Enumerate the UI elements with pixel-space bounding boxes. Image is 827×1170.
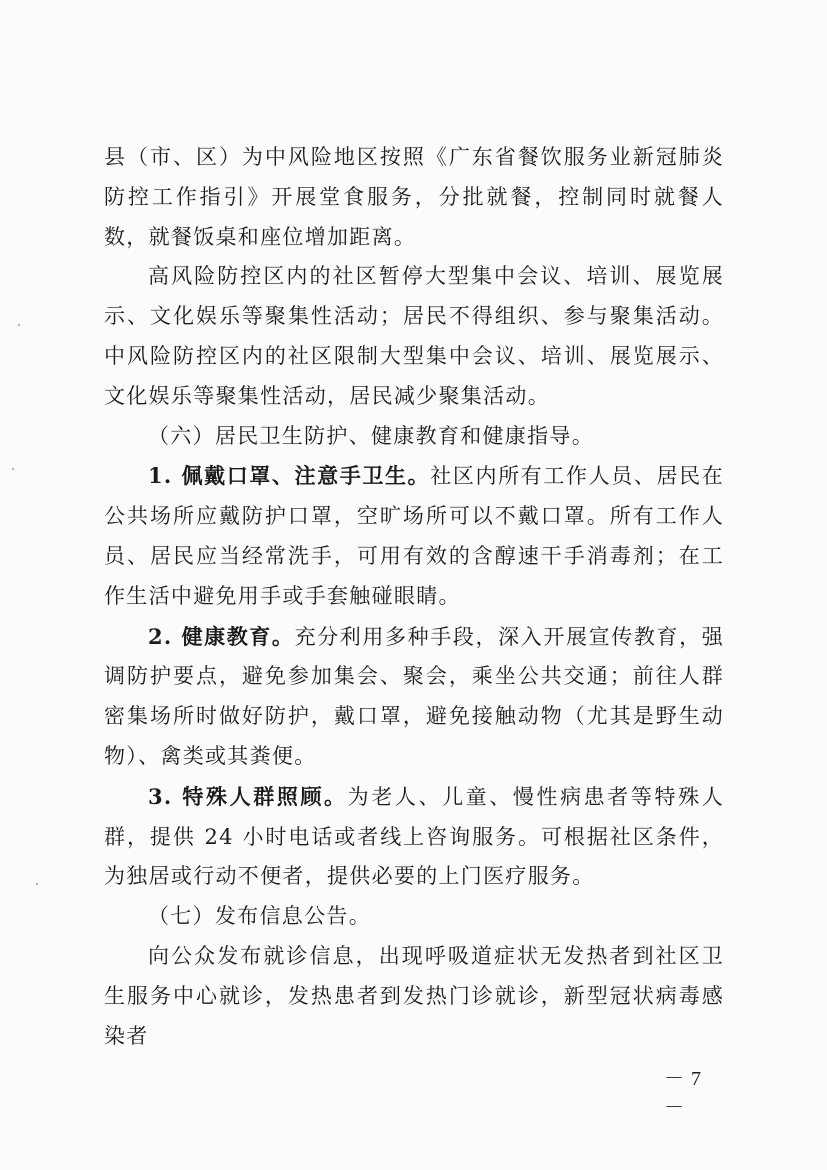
paragraph-publish-info [104,937,724,1056]
paragraph-bold-lead: 1. 佩戴口罩、注意手卫生。 [148,463,431,489]
paragraph-text: 充分利用多种手段，深入开展宣传教育，强调防护要点，避免参加集会、聚会，乘坐公共交通；前往人群密集场所时做好防护，戴口罩，避免接触动物（尤其是野生动物）、禽类或其粪便。 [104,624,725,768]
paragraph-text: 向公众发布就诊信息，出现呼吸道症状无发热者到社区卫生服务中心就诊，发热患者到发热门诊就诊，新型冠状病毒感染者 [104,943,724,1048]
paragraph-mask-hygiene [104,456,724,616]
paragraph-special-groups [104,777,724,897]
paragraph-text: （七）发布信息公告。 [148,904,371,929]
scan-speck [36,883,38,885]
section-heading-seven [104,897,724,937]
paragraph-bold-lead: 3. 特殊人群照顾。 [148,783,348,809]
scan-speck [12,468,14,470]
paragraph-text: 社区内所有工作人员、居民在公共场所应戴防护口罩，空旷场所可以不戴口罩。所有工作人员、居民应当经常洗手，可用有效的含醇速干手消毒剂；在工作生活中避免用手或手套触碰眼睛。 [104,464,724,608]
paragraph-text: 为老人、儿童、慢性病患者等特殊人群，提供 24 小时电话或者线上咨询服务。可根据社区条件，为独居或行动不便者，提供必要的上门医疗服务。 [104,784,724,889]
section-heading-six [104,417,724,457]
paragraph-text: 县（市、区）为中风险地区按照《广东省餐饮服务业新冠肺炎防控工作指引》开展堂食服务，分批就餐，控制同时就餐人数，就餐饭桌和座位增加距离。 [104,145,724,249]
page-number: － 7 － [664,1068,702,1119]
body-text [104,138,724,1056]
scan-speck [18,324,20,326]
paragraph-bold-lead: 2. 健康教育。 [148,623,295,649]
paragraph-health-education [104,617,724,777]
paragraph-continuation [104,138,724,257]
paragraph-text: （六）居民卫生防护、健康教育和健康指导。 [148,423,594,448]
paragraph-text: 高风险防控区内的社区暂停大型集中会议、培训、展览展示、文化娱乐等聚集性活动；居民不得组织、参与聚集活动。中风险防控区内的社区限制大型集中会议、培训、展览展示、文化娱乐等聚集性活动，居民减少聚集活动。 [104,264,724,408]
paragraph-gathering-restrictions [104,257,724,416]
